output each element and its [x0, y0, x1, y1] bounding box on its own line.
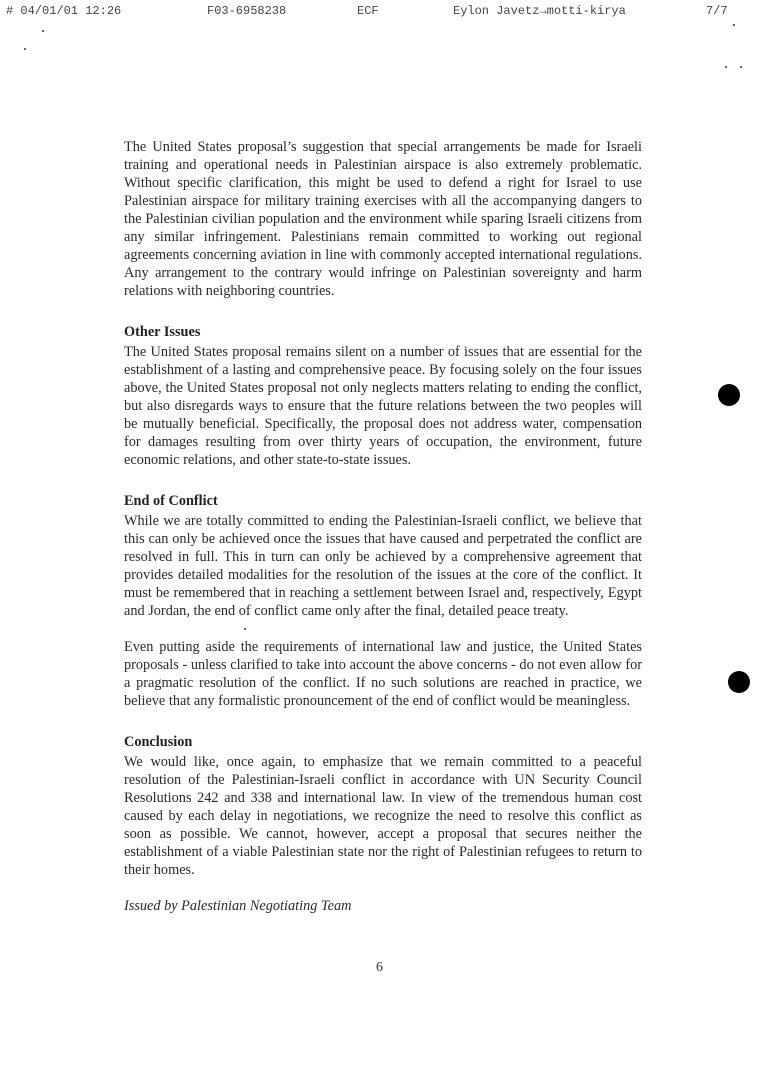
- scan-speck: [42, 30, 44, 32]
- punch-hole-upper: [718, 384, 740, 406]
- intro-paragraph: The United States proposal’s suggestion that special arrangements be made for Israeli training and operational needs in Palestinian airspace is also extremely problematic. Without specific clarification, this might be used to defend a right for Israel to use Palestinian airspace for military training exercises with all the accompanying dangers to the Palestinian civilian population and the environment while sparing Israeli citizens from any similar infringement. Palestinians remain committed to working out regional agreements concerning aviation in line with commonly accepted international regulations. Any arrangement to the contrary would infringe on Palestinian sovereignty and harm relations with neighboring countries.: [124, 139, 642, 299]
- fax-number: F03-6958238: [207, 4, 287, 18]
- punch-hole-lower: [728, 671, 750, 693]
- scan-speck: [725, 66, 727, 68]
- scan-speck: [24, 48, 26, 50]
- conclusion-paragraph: We would like, once again, to emphasize that we remain committed to a peaceful resolution of the Palestinian-Israeli conflict in accordance with UN Security Council Resolutions 242 and 338 and international law. In view of the tremendous human cost caused by each delay in negotiations, we recognize the need to resolve this conflict as soon as possible. We cannot, however, accept a proposal that secures neither the establishment of a viable Palestinian state nor the right of Palestinian refugees to return to their homes.: [124, 754, 642, 878]
- fax-code: ECF: [357, 4, 379, 18]
- fax-page-count: 7/7: [706, 4, 728, 18]
- scan-speck: [740, 66, 742, 68]
- fax-timestamp: # 04/01/01 12:26: [6, 4, 122, 18]
- fax-header: [0, 2, 766, 20]
- fax-route: Eylon Javetz→motti-kirya: [453, 4, 626, 18]
- section-heading-end-of-conflict: End of Conflict: [124, 493, 218, 509]
- other-issues-paragraph: The United States proposal remains silent on a number of issues that are essential for the establishment of a lasting and comprehensive peace. By focusing solely on the four issues above, the United States proposal not only neglects matters relating to ending the conflict, but also disregards ways to ensure that the future relations between the two peoples will be mutually beneficial. Specifically, the proposal does not address water, compensation for damages resulting from over thirty years of occupation, the environment, future economic relations, and other state-to-state issues.: [124, 344, 642, 468]
- end-of-conflict-paragraph-2: Even putting aside the requirements of international law and justice, the United States proposals - unless clarified to take into account the above concerns - do not even allow for a pragmatic resolution of the conflict. If no such solutions are reached in practice, we believe that any formalistic pronouncement of the end of conflict would be meaningless.: [124, 639, 642, 709]
- section-heading-conclusion: Conclusion: [124, 734, 193, 750]
- page-number: 6: [376, 960, 383, 975]
- end-of-conflict-paragraph-1: While we are totally committed to ending the Palestinian-Israeli conflict, we believe that this can only be achieved once the issues that have caused and perpetrated the conflict are resolved in full. This in turn can only be achieved by a comprehensive agreement that provides detailed modalities for the resolution of the issues at the core of the conflict. It must be remembered that in reaching a settlement between Israel and, respectively, Egypt and Jordan, the end of conflict came only after the final, detailed peace treaty.: [124, 513, 642, 619]
- document-body: [124, 138, 642, 915]
- section-heading-other-issues: Other Issues: [124, 324, 201, 340]
- issued-by-credit: Issued by Palestinian Negotiating Team: [124, 898, 352, 914]
- scan-speck: [733, 24, 735, 26]
